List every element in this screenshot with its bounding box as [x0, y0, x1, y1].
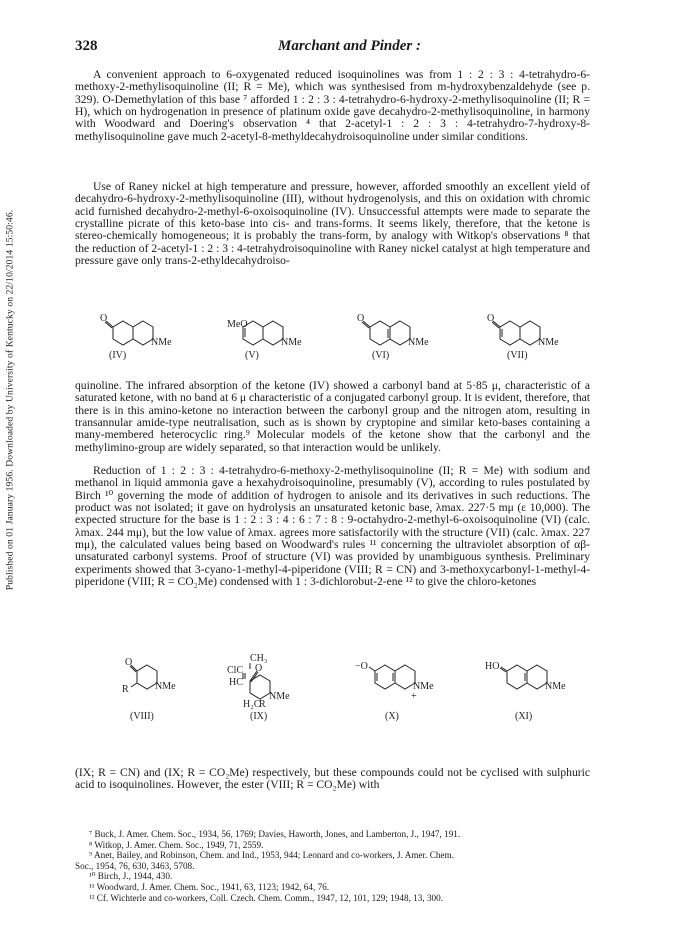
- footnote-11: ¹¹ Woodward, J. Amer. Chem. Soc., 1941, 63, 1123; 1942, 64, 76.: [89, 881, 330, 892]
- vii-nme: NMe: [538, 337, 559, 348]
- v-nme: NMe: [281, 337, 302, 348]
- structures-2-drawing: [75, 651, 590, 726]
- v-meo: MeO: [227, 319, 248, 330]
- footnote-8: ⁸ Witkop, J. Amer. Chem. Soc., 1949, 71, 2559.: [89, 839, 264, 850]
- page-header: [75, 38, 583, 56]
- paragraph-4: Reduction of 1 : 2 : 3 : 4-tetrahydro-6-methoxy-2-methylisoquinoline (II; R = Me) with sodium and methanol in liquid ammonia gave a hexahydroisoquinoline, presumably (V), according to rules postulated by Birch ¹⁰ governing the mode of addition of hydrogen to anisole and its derivatives in such reductions. The product was not isolated; it gave on hydrolysis an unsaturated ketonic base, λmax. 227·5 mμ (ε 10,000). The expected structure for the base is 1 : 2 : 3 : 4 : 6 : 7 : 8 : 9-octahydro-2-methyl-6-oxoisoquinoline (VI) (calc. λmax. 244 mμ), but the low value of λmax. agrees more satisfactorily with the structure (VII) (calc. λmax. 227 mμ), the calculated values being based on Woodward's rules ¹¹ concerning the ultraviolet absorption of αβ-unsaturated carbonyl systems. Proof of structure (VI) was provided by unambiguous synthesis. Preliminary experiments showed that 3-cyano-1-methyl-4-piperidone (VIII; R = CN) and 3-methoxycarbonyl-1-methyl-4-piperidone (VIII; R = CO₂Me) condensed with 1 : 3-dichlorobut-2-ene ¹² to give the chloro-ketones: [75, 464, 590, 589]
- ix-hc: HC: [229, 677, 243, 688]
- download-watermark-text: Published on 01 January 1956. Downloaded by University of Kentucky on 22/10/2014 15:50:46.: [4, 209, 16, 591]
- running-title: Marchant and Pinder :: [278, 38, 421, 54]
- iv-nme: NMe: [151, 337, 172, 348]
- footnote-9: ⁹ Anet, Bailey, and Robinson, Chem. and Ind., 1953, 944; Leonard and co-workers, J. Amer. Chem.: [89, 850, 454, 861]
- label-viii: (VIII): [130, 711, 154, 722]
- ix-r: R: [259, 699, 266, 710]
- xi-ho: HO: [485, 661, 500, 672]
- structures-figure-1: [75, 313, 590, 363]
- ix-clc: ClC: [227, 665, 244, 676]
- footnotes: [75, 829, 590, 903]
- ix-nme: NMe: [269, 691, 290, 702]
- label-x: (X): [385, 711, 399, 722]
- vii-oxygen: O: [487, 313, 495, 324]
- label-vii: (VII): [507, 350, 528, 361]
- label-iv: (IV): [109, 350, 127, 361]
- label-ix: (IX): [250, 711, 268, 722]
- page-number: 328: [75, 38, 98, 54]
- footnote-10: ¹⁰ Birch, J., 1944, 430.: [89, 871, 173, 882]
- x-plus: +: [411, 691, 417, 702]
- footnote-9-continued: Soc., 1954, 76, 630, 3463, 5708.: [75, 860, 195, 871]
- viii-oxygen: O: [125, 657, 133, 668]
- paragraph-1: A convenient approach to 6-oxygenated reduced isoquinolines was from 1 : 2 : 3 : 4-tetrahydro-6-methoxy-2-methylisoquinoline (II; R = Me), which was synthesised from m-hydroxybenzaldehyde (see p. 329). O-Demethylation of this base ⁷ afforded 1 : 2 : 3 : 4-tetrahydro-6-hydroxy-2-methylisoquinoline (II; R = H), which on hydrogenation in presence of platinum oxide gave decahydro-2-methylisoquinoline, in harmony with Woodward and Doering's observation ⁴ that 2-acetyl-1 : 2 : 3 : 4-tetrahydro-7-hydroxy-8-methylisoquinoline gave much 2-acetyl-8-methyldecahydroisoquinoline under similar conditions.: [75, 68, 590, 143]
- xi-nme: NMe: [545, 681, 566, 692]
- vi-nme: NMe: [408, 337, 429, 348]
- structures-1-drawing: [75, 313, 590, 363]
- viii-nme: NMe: [155, 681, 176, 692]
- paragraph-3: quinoline. The infrared absorption of the ketone (IV) showed a carbonyl band at 5·85 μ, characteristic of a saturated ketone, with no band at 6 μ characteristic of a conjugated carbonyl group. It is evident, therefore, that there is in this amino-ketone no interaction between the carbonyl group and the nitrogen atom, resulting in transannular amide-type neutralisation, such as is shown by cryptopine and similar keto-bases containing a many-membered heterocyclic ring.⁹ Molecular models of the ketone show that the carbonyl and the methylimino-group are widely separated, so that interaction would be unlikely.: [75, 379, 590, 454]
- vi-oxygen: O: [357, 313, 365, 324]
- x-o-minus: −O: [355, 661, 368, 672]
- label-xi: (XI): [515, 711, 533, 722]
- viii-r: R: [122, 684, 129, 695]
- footnote-12: ¹² Cf. Wichterle and co-workers, Coll. Czech. Chem. Comm., 1947, 12, 101, 129; 1948, 13, 300.: [89, 892, 444, 903]
- label-vi: (VI): [372, 350, 390, 361]
- footnote-7: ⁷ Buck, J. Amer. Chem. Soc., 1934, 56, 1769; Davies, Haworth, Jones, and Lamberton, J., 1947, 191.: [89, 829, 461, 839]
- label-v: (V): [245, 350, 259, 361]
- download-watermark: [2, 120, 18, 680]
- paragraph-2: Use of Raney nickel at high temperature and pressure, however, afforded smoothly an excellent yield of decahydro-6-hydroxy-2-methylisoquinoline (III), without hydrogenolysis, and this on oxidation with chromic acid furnished decahydro-2-methyl-6-oxoisoquinoline (IV). Unsuccessful attempts were made to separate the crystalline picrate of this keto-base into cis- and trans-forms. It seems likely, therefore, that the ketone is stereo-chemically homogeneous; it is probably the trans-form, by analogy with Witkop's observations ⁸ that the reduction of 2-acetyl-1 : 2 : 3 : 4-tetrahydroisoquinoline with Raney nickel catalyst at high temperature and pressure gave only trans-2-ethyldecahydroiso-: [75, 180, 590, 268]
- structures-figure-2: [75, 651, 590, 726]
- paragraph-5: (IX; R = CN) and (IX; R = CO₂Me) respectively, but these compounds could not be cyclised with sulphuric acid to isoquinolines. However, the ester (VIII; R = CO₂Me) with: [75, 766, 590, 792]
- ix-oxygen: O: [255, 663, 263, 674]
- ix-ch3: CH₃: [250, 653, 268, 664]
- iv-oxygen: O: [100, 313, 108, 324]
- x-nme: NMe: [413, 681, 434, 692]
- ix-h2c: H₂C: [243, 699, 261, 710]
